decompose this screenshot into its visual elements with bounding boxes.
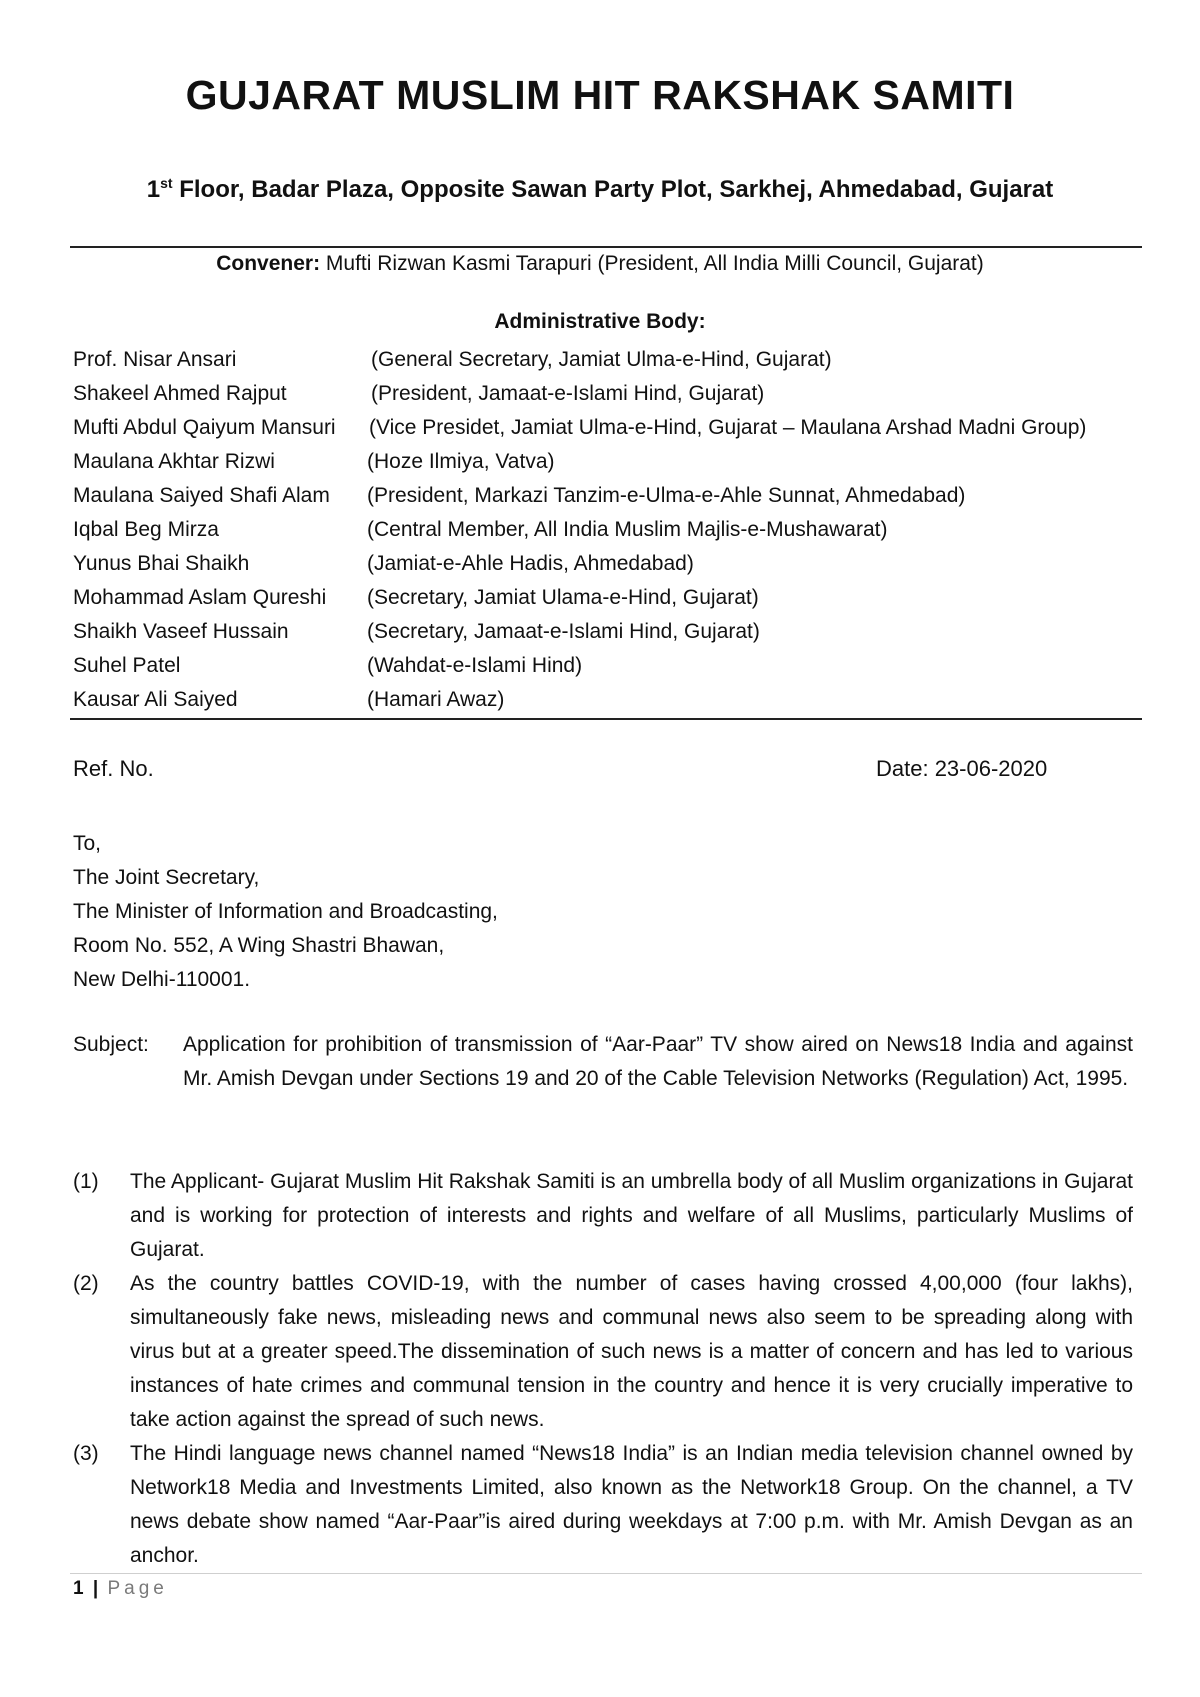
recipient-address (73, 827, 498, 997)
members-divider (70, 718, 1142, 720)
member-name: Mufti Abdul Qaiyum Mansuri (73, 416, 336, 439)
member-name: Shakeel Ahmed Rajput (73, 382, 287, 405)
member-row (73, 615, 1153, 649)
paragraph-number: (3) (73, 1442, 99, 1465)
member-name: Iqbal Beg Mirza (73, 518, 219, 541)
member-row (73, 649, 1153, 683)
member-name: Shaikh Vaseef Hussain (73, 620, 289, 643)
numbered-paragraph (73, 1437, 1133, 1573)
letter-date: Date: 23-06-2020 (876, 756, 1048, 781)
member-name: Prof. Nisar Ansari (73, 348, 237, 371)
member-row (73, 683, 1153, 717)
administrative-body-heading: Administrative Body: (494, 310, 706, 333)
member-row (73, 411, 1153, 445)
member-role: (President, Markazi Tanzim-e-Ulma-e-Ahle Sunnat, Ahmedabad) (367, 484, 966, 507)
paragraph-number: (2) (73, 1272, 99, 1295)
address-floor-suffix: st (160, 175, 173, 191)
address-floor-number: 1 (146, 176, 161, 203)
member-role: (President, Jamaat-e-Islami Hind, Gujarat) (371, 382, 765, 405)
member-name: Maulana Akhtar Rizwi (73, 450, 275, 473)
member-row (73, 513, 1153, 547)
member-role: (Secretary, Jamaat-e-Islami Hind, Gujarat) (367, 620, 760, 643)
member-role: (General Secretary, Jamiat Ulma-e-Hind, Gujarat) (371, 348, 832, 371)
member-name: Maulana Saiyed Shafi Alam (73, 484, 330, 507)
header-divider (70, 246, 1142, 248)
numbered-paragraph (73, 1165, 1133, 1267)
member-row (73, 581, 1153, 615)
member-role: (Hoze Ilmiya, Vatva) (367, 450, 555, 473)
paragraph-text: As the country battles COVID-19, with the number of cases having crossed 4,00,000 (four lakhs), simultaneously fake news, misleading news and communal news also seem to be spreading along with virus but at a greater speed.The dissemination of such news is a matter of concern and has led to various instances of hate crimes and communal tension in the country and hence it is very crucially imperative to take action against the spread of such news. (130, 1272, 1133, 1431)
footer-separator: | (92, 1578, 99, 1599)
page-number: 1 (73, 1578, 84, 1599)
letter-body (73, 1165, 1133, 1573)
convener-label: Convener: (216, 252, 321, 275)
member-row (73, 377, 1153, 411)
member-role: (Jamiat-e-Ahle Hadis, Ahmedabad) (367, 552, 694, 575)
recipient-line: New Delhi-110001. (73, 968, 251, 991)
paragraph-text: The Hindi language news channel named “News18 India” is an Indian media television channel owned by Network18 Media and Investments Limited, also known as the Network18 Group. On the channel, a TV news debate show named “Aar-Paar”is aired during weekdays at 7:00 p.m. with Mr. Amish Devgan as an anchor. (130, 1442, 1133, 1567)
member-role: (Central Member, All India Muslim Majlis-e-Mushawarat) (367, 518, 888, 541)
reference-number: Ref. No. (73, 756, 154, 781)
page-footer (73, 1578, 168, 1600)
paragraph-text: The Applicant- Gujarat Muslim Hit Rakshak Samiti is an umbrella body of all Muslim organizations in Gujarat and is working for protection of interests and rights and welfare of all Muslims, particularly Muslims of Gujarat. (130, 1170, 1133, 1261)
member-role: (Hamari Awaz) (367, 688, 505, 711)
recipient-line: The Joint Secretary, (73, 866, 260, 889)
member-role: (Secretary, Jamiat Ulama-e-Hind, Gujarat) (367, 586, 759, 609)
member-name: Yunus Bhai Shaikh (73, 552, 250, 575)
member-row (73, 445, 1153, 479)
member-list (73, 343, 1153, 717)
member-name: Suhel Patel (73, 654, 181, 677)
member-row (73, 479, 1153, 513)
address-text: Floor, Badar Plaza, Opposite Sawan Party Plot, Sarkhej, Ahmedabad, Gujarat (172, 176, 1054, 203)
member-role: (Wahdat-e-Islami Hind) (367, 654, 583, 677)
paragraph-number: (1) (73, 1170, 99, 1193)
member-name: Mohammad Aslam Qureshi (73, 586, 327, 609)
footer-divider (70, 1573, 1142, 1574)
recipient-line: Room No. 552, A Wing Shastri Bhawan, (73, 934, 445, 957)
member-row (73, 547, 1153, 581)
subject-label: Subject: (73, 1033, 149, 1056)
convener-value: Mufti Rizwan Kasmi Tarapuri (President, All India Milli Council, Gujarat) (320, 252, 984, 275)
organization-title: GUJARAT MUSLIM HIT RAKSHAK SAMITI (185, 72, 1015, 118)
member-row (73, 343, 1153, 377)
recipient-line: The Minister of Information and Broadcasting, (73, 900, 498, 923)
recipient-line: To, (73, 832, 102, 855)
organization-address (0, 175, 1200, 204)
member-role: (Vice Presidet, Jamiat Ulma-e-Hind, Gujarat – Maulana Arshad Madni Group) (369, 416, 1087, 439)
numbered-paragraph (73, 1267, 1133, 1437)
convener-line (0, 252, 1200, 276)
member-name: Kausar Ali Saiyed (73, 688, 238, 711)
subject-text: Application for prohibition of transmission of “Aar-Paar” TV show aired on News18 India and against Mr. Amish Devgan under Sections 19 and 20 of the Cable Television Networks (Regulation) Act, 1995. (183, 1033, 1133, 1090)
page-label: Page (107, 1578, 168, 1599)
